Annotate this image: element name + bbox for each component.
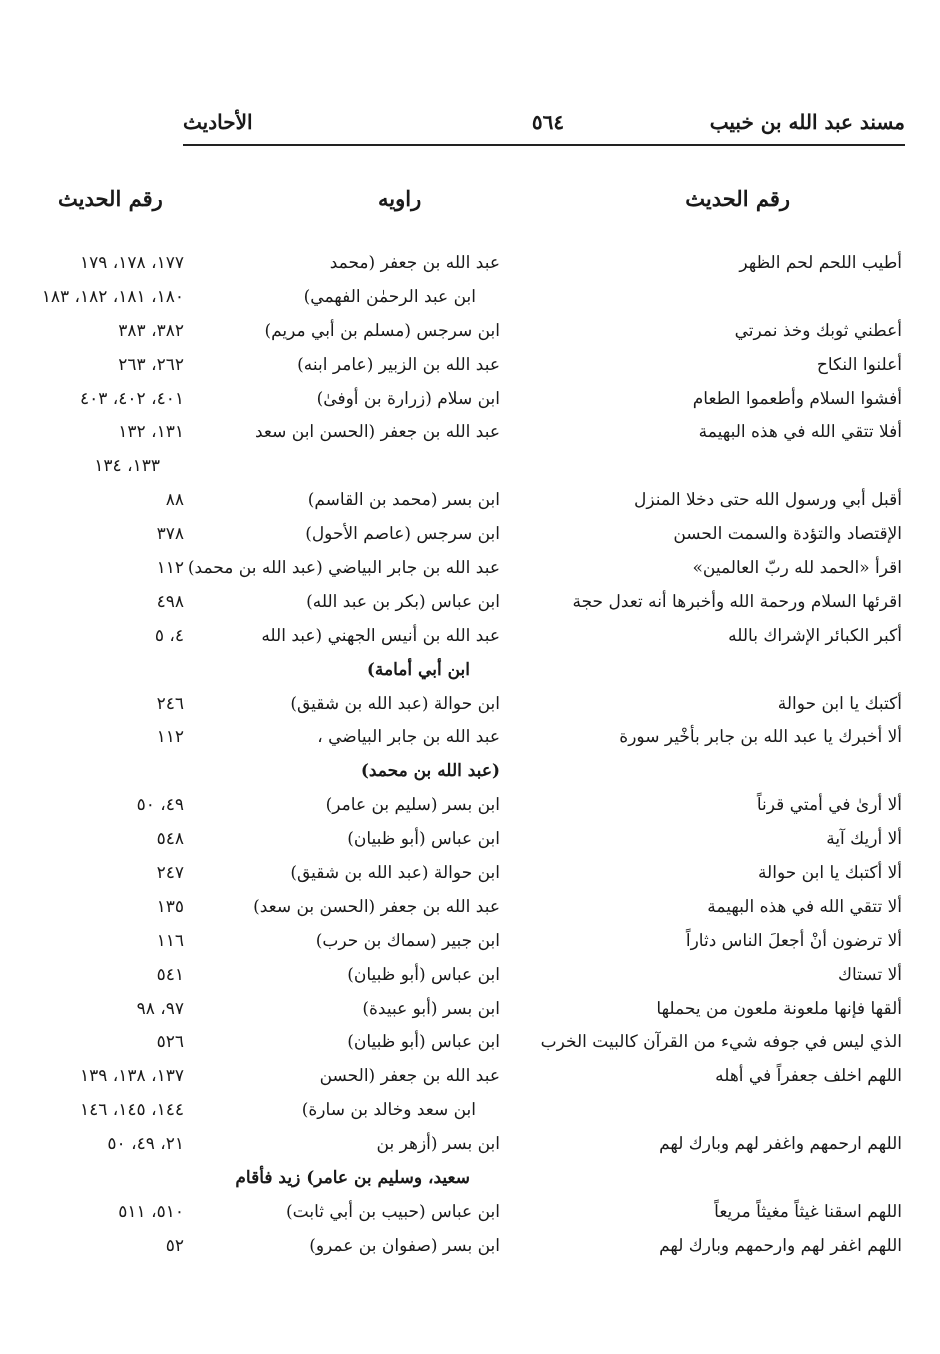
table-row bbox=[0, 517, 940, 551]
table-row bbox=[0, 958, 940, 992]
hadith-number: ٤، ٥ bbox=[154, 625, 184, 646]
hadith-number: ٢٦٢، ٢٦٣ bbox=[118, 354, 184, 375]
rawi-text: عبد الله بن جعفر (الحسن بن سعد) bbox=[253, 896, 500, 917]
table-row bbox=[0, 348, 940, 382]
table-row bbox=[0, 585, 940, 619]
hadith-text: أعلنوا النكاح bbox=[816, 354, 902, 375]
rawi-text: عبد الله بن جابر البياضي (عبد الله بن محمد) bbox=[187, 558, 500, 579]
table-row bbox=[0, 1025, 940, 1059]
hadith-text: ألا ترضون أنْ أجعلَ الناس دثاراً bbox=[685, 930, 902, 951]
hadith-number: ٥٤١ bbox=[156, 964, 184, 985]
hadith-text: أفشوا السلام وأطعموا الطعام bbox=[692, 388, 902, 409]
rawi-text: ابن سلام (زرارة بن أوفىٰ) bbox=[316, 388, 500, 409]
hadith-number: ٣٨٢، ٣٨٣ bbox=[118, 320, 184, 341]
hadith-number: ٢٤٧ bbox=[156, 863, 184, 884]
hadith-text: اقرئها السلام ورحمة الله وأخبرها أنه تعدل حجة bbox=[572, 591, 902, 612]
rawi-text: ابن سرجس (مسلم بن أبي مريم) bbox=[264, 320, 500, 341]
rawi-text: ابن عباس (بكر بن عبد الله) bbox=[306, 591, 500, 612]
hadith-number: ٥٢٦ bbox=[156, 1032, 184, 1053]
rawi-text: عبد الله بن جعفر (محمد bbox=[329, 253, 500, 273]
rawi-text: ابن بسر (أبو عبيدة) bbox=[362, 998, 500, 1019]
hadith-text: اللهم اغفر لهم وارحمهم وبارك لهم bbox=[659, 1235, 902, 1256]
hadith-text: ألا أرىٰ في أمتي قرناً bbox=[756, 795, 902, 816]
table-row bbox=[0, 415, 940, 449]
rawi-text: ابن حوالة (عبد الله بن شقيق) bbox=[290, 863, 500, 884]
rawi-text: ابن عباس (أبو ظبيان) bbox=[347, 829, 500, 850]
hadith-number: ١٨٠، ١٨١، ١٨٢، ١٨٣ bbox=[41, 286, 184, 307]
table-row bbox=[0, 890, 940, 924]
hadith-number: ٥١٠، ٥١١ bbox=[118, 1201, 184, 1222]
rawi-text: ابن سرجس (عاصم الأحول) bbox=[305, 524, 500, 545]
rawi-text: عبد الله بن جعفر (الحسن bbox=[319, 1066, 500, 1087]
table-row bbox=[0, 619, 940, 653]
rawi-text: ابن عبد الرحمٰن الفهمي) bbox=[303, 286, 476, 307]
hadith-text: أطيب اللحم لحم الظهر bbox=[739, 253, 902, 273]
hadith-text: اللهم اخلف جعفراً في أهله bbox=[715, 1066, 902, 1087]
table-row bbox=[0, 1195, 940, 1229]
hadith-text: الذي ليس في جوفه شيء من القرآن كالبيت الخرب bbox=[540, 1032, 902, 1053]
rawi-text: عبد الله بن أنيس الجهني (عبد الله bbox=[261, 625, 500, 646]
table-row bbox=[0, 822, 940, 856]
table-row bbox=[0, 653, 940, 687]
rawi-text: عبد الله بن جعفر (الحسن ابن سعد bbox=[254, 422, 500, 443]
table-row bbox=[0, 992, 940, 1026]
hadith-text: أقبل أبي ورسول الله حتى دخلا المنزل bbox=[634, 490, 902, 511]
index-table bbox=[0, 246, 940, 1263]
hadith-text: أكبر الكبائر الإشراك بالله bbox=[728, 625, 902, 646]
rawi-text: سعيد، وسليم بن عامر) زيد فأقام bbox=[235, 1168, 470, 1189]
rawi-text: ابن جبير (سماك بن حرب) bbox=[315, 930, 500, 951]
table-row bbox=[0, 1229, 940, 1263]
rawi-text: ابن أبي أمامة) bbox=[366, 659, 470, 680]
hadith-number: ١١٦ bbox=[156, 930, 184, 951]
hadith-text: ألا تتقي الله في هذه البهيمة bbox=[707, 896, 902, 917]
table-row bbox=[0, 754, 940, 788]
hadith-number: ٩٧، ٩٨ bbox=[136, 998, 184, 1019]
hadith-number: ٢٤٦ bbox=[156, 693, 184, 714]
table-row bbox=[0, 1127, 940, 1161]
rawi-text: عبد الله بن جابر البياضي ، bbox=[317, 727, 500, 748]
table-row bbox=[0, 1059, 940, 1093]
hadith-number: ٣٧٨ bbox=[156, 524, 184, 545]
hadith-number: ٥٤٨ bbox=[156, 829, 184, 850]
column-header-hadith: رقم الحديث bbox=[685, 186, 790, 211]
section-title: الأحاديث bbox=[183, 110, 253, 134]
hadith-text: ألا أخبرك يا عبد الله بن جابر بأخْير سورة bbox=[619, 727, 902, 748]
rawi-text: ابن سعد وخالد بن سارة) bbox=[301, 1100, 476, 1121]
table-row bbox=[0, 720, 940, 754]
table-row bbox=[0, 924, 940, 958]
hadith-text: اللهم ارحمهم واغفر لهم وبارك لهم bbox=[659, 1134, 902, 1155]
hadith-text: ألا أكتبك يا ابن حوالة bbox=[757, 863, 902, 884]
hadith-text: الإقتصاد والتؤدة والسمت الحسن bbox=[673, 524, 902, 545]
hadith-number: ٨٨ bbox=[165, 490, 184, 511]
rawi-text: ابن عباس (أبو ظبيان) bbox=[347, 1032, 500, 1053]
rawi-text: عبد الله بن الزبير (عامر ابنه) bbox=[297, 354, 500, 375]
hadith-number: ٤٩٨ bbox=[156, 591, 184, 612]
hadith-text: أفلا تتقي الله في هذه البهيمة bbox=[698, 422, 902, 443]
hadith-number: ١٣٧، ١٣٨، ١٣٩ bbox=[80, 1066, 184, 1087]
rawi-text: (عبد الله بن محمد) bbox=[360, 761, 500, 782]
rawi-text: ابن بسر (محمد بن القاسم) bbox=[307, 490, 500, 511]
hadith-number: ١١٢ bbox=[156, 558, 184, 579]
page-number: ٥٦٤ bbox=[531, 110, 565, 134]
column-header-number: رقم الحديث bbox=[58, 186, 163, 211]
table-row bbox=[0, 246, 940, 280]
table-row bbox=[0, 1093, 940, 1127]
hadith-text: اقرأ «الحمد لله ربّ العالمين» bbox=[692, 558, 902, 579]
table-row bbox=[0, 687, 940, 721]
hadith-number: ١٧٧، ١٧٨، ١٧٩ bbox=[80, 253, 184, 273]
hadith-number: ٤٩، ٥٠ bbox=[136, 795, 184, 816]
hadith-number: ٤٠١، ٤٠٢، ٤٠٣ bbox=[80, 388, 184, 409]
hadith-text: ألا تستاك bbox=[837, 964, 902, 985]
hadith-number: ١٣٥ bbox=[156, 896, 184, 917]
hadith-text: ألقها فإنها ملعونة ملعون من يحملها bbox=[656, 998, 902, 1019]
table-row bbox=[0, 314, 940, 348]
book-title: مسند عبد الله بن خبيب bbox=[709, 110, 905, 134]
rawi-text: ابن عباس (أبو ظبيان) bbox=[347, 964, 500, 985]
running-header bbox=[183, 110, 905, 146]
table-row bbox=[0, 483, 940, 517]
table-row bbox=[0, 551, 940, 585]
rawi-text: ابن عباس (حبيب بن أبي ثابت) bbox=[286, 1201, 500, 1222]
hadith-text: أعطني ثوبك وخذ نمرتي bbox=[734, 320, 902, 341]
table-row bbox=[0, 382, 940, 416]
table-row bbox=[0, 856, 940, 890]
hadith-number: ٢١، ٤٩، ٥٠ bbox=[107, 1134, 184, 1155]
column-header-rawi: راويه bbox=[378, 186, 422, 211]
table-row bbox=[0, 280, 940, 314]
hadith-number: ٥٢ bbox=[165, 1235, 184, 1256]
hadith-number: ١٣٣، ١٣٤ bbox=[94, 456, 160, 477]
hadith-text: أكتبك يا ابن حوالة bbox=[777, 693, 902, 714]
rawi-text: ابن بسر (صفوان بن عمرو) bbox=[309, 1235, 500, 1256]
hadith-text: ألا أريك آية bbox=[826, 829, 902, 850]
rawi-text: ابن بسر (سليم بن عامر) bbox=[325, 795, 500, 816]
table-row bbox=[0, 1161, 940, 1195]
rawi-text: ابن بسر (أزهر بن bbox=[376, 1134, 500, 1155]
hadith-text: اللهم اسقنا غيثاً مغيثاً مريعاً bbox=[714, 1201, 902, 1222]
hadith-number: ١٤٤، ١٤٥، ١٤٦ bbox=[80, 1100, 184, 1121]
table-row bbox=[0, 788, 940, 822]
hadith-number: ١٣١، ١٣٢ bbox=[118, 422, 184, 443]
table-row bbox=[0, 449, 940, 483]
rawi-text: ابن حوالة (عبد الله بن شقيق) bbox=[290, 693, 500, 714]
hadith-number: ١١٢ bbox=[156, 727, 184, 748]
